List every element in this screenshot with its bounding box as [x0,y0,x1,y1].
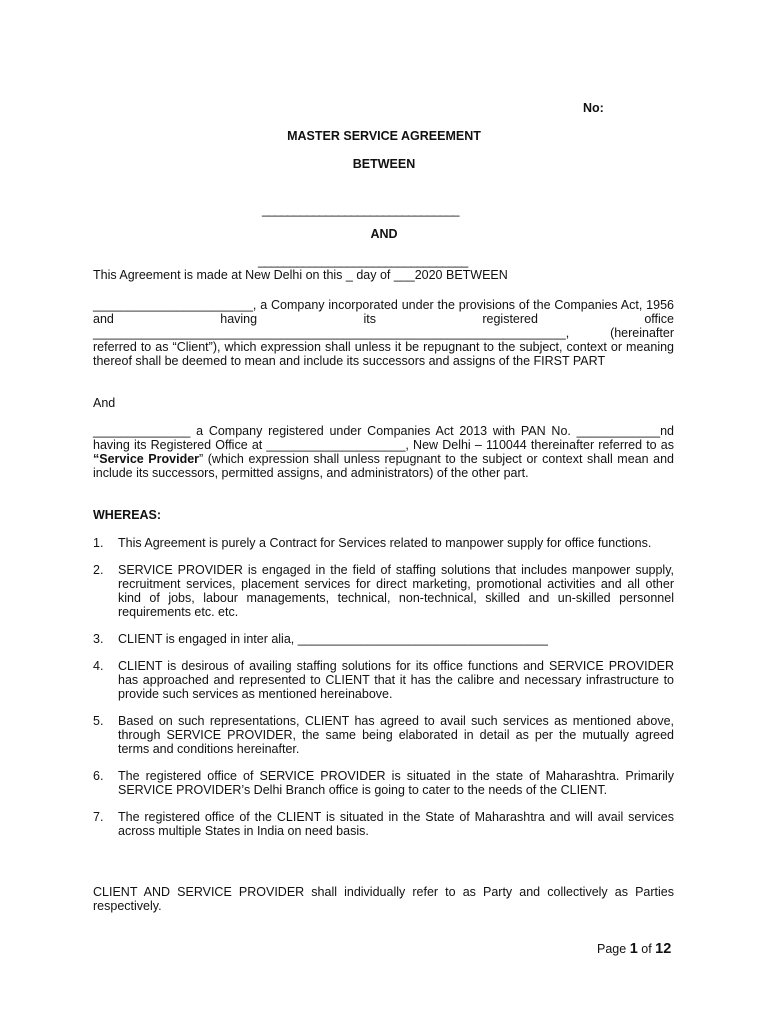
total-pages-number: 12 [655,941,672,957]
whereas-list [93,536,674,851]
whereas-item-3 [93,632,674,646]
item-number: 6. [93,769,104,783]
item-number: 4. [93,659,104,673]
first-party-paragraph: _______________________, a Company incorporated under the provisions of the Companies Act, 1956 and having its registered office ____________________________________________________________________, (hereinafter referred to as “Client”), which expression shall unless it be repugnant to the subject, context or meaning thereof shall be deemed to mean and include its successors and assigns of the FIRST PART [93,298,674,368]
item-number: 3. [93,632,104,646]
between-heading: BETWEEN [352,157,416,171]
document-title: MASTER SERVICE AGREEMENT [287,129,481,143]
page-label: Page [597,942,627,956]
whereas-item-4 [93,659,674,701]
document-number-label: No: [583,101,604,115]
whereas-item-2 [93,563,674,619]
page-footer [597,941,671,957]
whereas-heading: WHEREAS: [93,508,162,522]
item-text: CLIENT is desirous of availing staffing solutions for its office functions and SERVICE PROVIDER has approached and represented to CLIENT that it has the calibre and necessary infrastructure to provide such services as mentioned hereinabove. [118,659,674,701]
closing-paragraph: CLIENT AND SERVICE PROVIDER shall individually refer to as Party and collectively as Parties respectively. [93,885,674,913]
item-number: 1. [93,536,104,550]
whereas-item-7 [93,810,674,838]
second-party-text-start: ______________ a Company registered under Companies Act 2013 with PAN No. ____________nd having its Registered Office at ____________________, New Delhi – 110044 thereinafter referred to as [93,424,674,452]
party-one-blank-line: _______________________________ [262,203,459,217]
item-text: SERVICE PROVIDER is engaged in the field of staffing solutions that includes manpower supply, recruitment services, placement services for direct marketing, promotional activities and all other kind of jobs, labour managements, technical, non-technical, skilled and un-skilled personnel requirements etc. etc. [118,563,674,619]
and-connector: And [93,396,116,410]
item-text: This Agreement is purely a Contract for Services related to manpower supply for office functions. [118,536,652,550]
item-number: 5. [93,714,104,728]
item-text: CLIENT is engaged in inter alia, ____________________________________ [118,632,548,646]
item-number: 2. [93,563,104,577]
item-text: Based on such representations, CLIENT has agreed to avail such services as mentioned above, through SERVICE PROVIDER, the same being elaborated in detail as per the mutually agreed terms and conditions hereinafter. [118,714,674,756]
whereas-item-5 [93,714,674,756]
service-provider-term: “Service Provider [93,452,200,466]
whereas-item-1 [93,536,674,550]
and-heading: AND [370,227,398,241]
current-page-number: 1 [629,941,638,957]
item-text: The registered office of SERVICE PROVIDER is situated in the state of Maharashtra. Primarily SERVICE PROVIDER’s Delhi Branch office is going to cater to the needs of the CLIENT. [118,769,674,797]
agreement-made-line: This Agreement is made at New Delhi on this _ day of ___2020 BETWEEN [93,268,508,282]
second-party-paragraph [93,424,674,480]
party-two-blank-line: _________________________________ [258,254,468,268]
second-party-text-end: ” (which expression shall unless repugnant to the subject or context shall mean and include its successors, permitted assigns, and administrators) of the other part. [93,452,674,480]
item-number: 7. [93,810,104,824]
item-text: The registered office of the CLIENT is situated in the State of Maharashtra and will avail services across multiple States in India on need basis. [118,810,674,838]
whereas-item-6 [93,769,674,797]
of-label: of [641,942,652,956]
